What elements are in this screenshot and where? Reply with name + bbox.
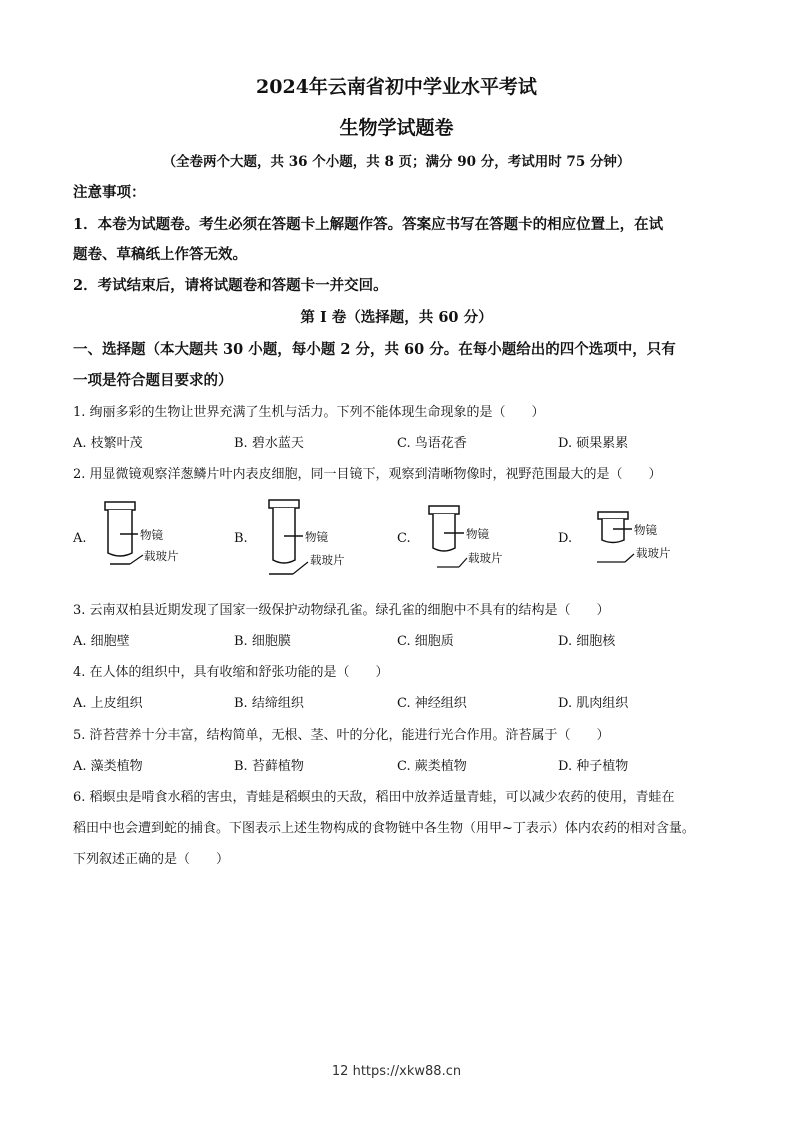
question-2-option-b: B.	[234, 531, 248, 546]
question-2-option-a: A.	[73, 531, 87, 546]
objective-diagram-d	[583, 508, 683, 566]
objective-diagram-a	[90, 498, 200, 570]
section-1-instructions-line-2: 一项是符合题目要求的）	[73, 372, 233, 389]
objective-label-d: 物镜	[634, 523, 657, 537]
objective-label-a: 物镜	[140, 528, 163, 542]
objective-diagram-c	[417, 503, 527, 571]
question-3-option-a: A. 细胞壁	[73, 634, 130, 649]
note-item-1-line-1: 1．本卷为试题卷。考生必须在答题卡上解题作答。答案应书写在答题卡的相应位置上，在试	[73, 216, 664, 233]
question-5-option-a: A. 藻类植物	[73, 759, 143, 774]
question-2-option-c: C.	[397, 531, 411, 546]
question-5-stem: 5. 浒苔营养十分丰富，结构简单，无根、茎、叶的分化，能进行光合作用。浒苔属于（ ）	[73, 728, 610, 743]
exam-title: 2024年云南省初中学业水平考试	[256, 76, 537, 98]
question-1-stem: 1. 绚丽多彩的生物让世界充满了生机与活力。下列不能体现生命现象的是（ ）	[73, 405, 545, 420]
question-2-stem: 2. 用显微镜观察洋葱鳞片叶内表皮细胞，同一目镜下，观察到清晰物像时，视野范围最大的是（ ）	[73, 467, 662, 482]
question-3-option-c: C. 细胞质	[397, 634, 454, 649]
question-5-option-d: D. 种子植物	[558, 759, 629, 774]
objective-diagram-b	[255, 498, 365, 578]
question-3-option-b: B. 细胞膜	[234, 634, 291, 649]
question-4-option-a: A. 上皮组织	[73, 696, 143, 711]
objective-label-b: 物镜	[305, 530, 328, 544]
question-2-option-d: D.	[558, 531, 573, 546]
question-4-option-d: D. 肌肉组织	[558, 696, 629, 711]
question-1-option-d: D. 硕果累累	[558, 436, 629, 451]
question-5-option-b: B. 苔藓植物	[234, 759, 304, 774]
objective-label-c: 物镜	[466, 527, 489, 541]
exam-info: （全卷两个大题，共 36 个小题，共 8 页；满分 90 分，考试用时 75 分钟）	[162, 154, 631, 170]
page-footer: 12 https://xkw88.cn	[331, 1064, 462, 1079]
notes-heading: 注意事项：	[73, 184, 146, 201]
note-item-2: 2．考试结束后，请将试题卷和答题卡一并交回。	[73, 277, 388, 294]
question-6-stem-line-3: 下列叙述正确的是（ ）	[73, 852, 230, 867]
section-1-instructions-line-1: 一、选择题（本大题共 30 小题，每小题 2 分，共 60 分。在每小题给出的四个选项中，只有	[73, 341, 676, 358]
paper-subtitle: 生物学试题卷	[339, 117, 454, 139]
slide-label-c: 载玻片	[468, 551, 503, 565]
question-6-stem-line-2: 稻田中也会遭到蛇的捕食。下图表示上述生物构成的食物链中各生物（用甲~丁表示）体内农药的相对含量。	[73, 821, 695, 836]
slide-label-b: 载玻片	[310, 553, 345, 567]
question-4-option-b: B. 结缔组织	[234, 696, 304, 711]
slide-label-d: 载玻片	[636, 546, 671, 560]
slide-label-a: 载玻片	[144, 549, 179, 563]
question-4-stem: 4. 在人体的组织中，具有收缩和舒张功能的是（ ）	[73, 665, 389, 680]
section-1-heading: 第 I 卷（选择题，共 60 分）	[300, 309, 493, 326]
question-3-stem: 3. 云南双柏县近期发现了国家一级保护动物绿孔雀。绿孔雀的细胞中不具有的结构是（ ）	[73, 603, 610, 618]
question-1-option-a: A. 枝繁叶茂	[73, 436, 143, 451]
question-5-option-c: C. 蕨类植物	[397, 759, 467, 774]
question-6-stem-line-1: 6. 稻螟虫是啃食水稻的害虫，青蛙是稻螟虫的天敌，稻田中放养适量青蛙，可以减少农药的使用，青蛙在	[73, 790, 675, 805]
question-1-option-c: C. 鸟语花香	[397, 436, 467, 451]
question-1-option-b: B. 碧水蓝天	[234, 436, 304, 451]
note-item-1-line-2: 题卷、草稿纸上作答无效。	[73, 246, 247, 263]
question-3-option-d: D. 细胞核	[558, 634, 616, 649]
question-4-option-c: C. 神经组织	[397, 696, 467, 711]
